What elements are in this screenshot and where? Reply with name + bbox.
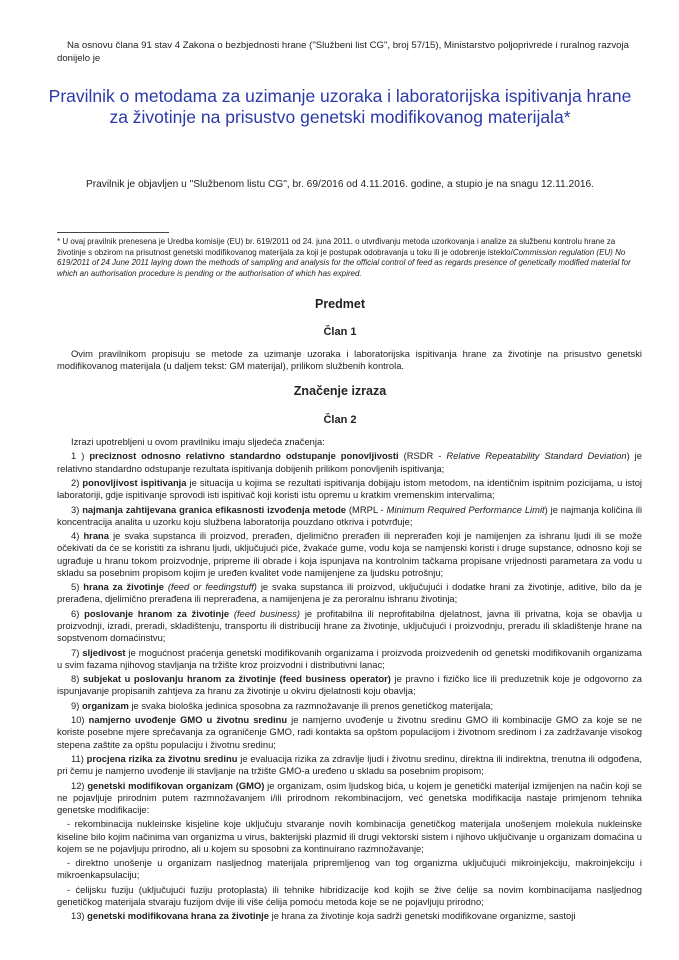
list-item: 4) hrana je svaka supstanca ili proizvod, prerađen, djelimično prerađen ili neprerađen koji je namijenjen za ishranu ljudi ili se može očekivati da će se koristiti za ishranu ljudi, uključujući piće, žvakaće gume, vodu koja se namjenski koristi i druge supstance, odnosno koji se ugrađuje u hranu tokom proizvodnje, pripreme ili obrade i koja ispunjava na kontrolnim tačkama propisane vrijednosti parametara za vodu u skladu sa posebnim propisom kojim je uređen kvalitet vode namijenjene za ljudsku potrošnju; bbox=[57, 530, 643, 578]
list-item: 13) genetski modifikovana hrana za životinje je hrana za životinje koja sadrži genetski modifikovane organizme, sastoji bbox=[71, 910, 576, 922]
list-item: 5) hrana za životinje (feed or feedingstuff) je svaka supstanca ili proizvod, uključujući i dodatke hrani za životinje, aditive, bilo da je prerađena, djelimično prerađena ili neprerađena, a namijenjena je za peroralnu ishranu životinja; bbox=[57, 581, 642, 605]
list-item: 9) organizam je svaka biološka jedinica sposobna za razmnožavanje ili prenos genetičkog materijala; bbox=[71, 699, 494, 711]
article-2-heading: Član 2 bbox=[323, 414, 357, 426]
list-item: - rekombinacija nukleinske kisjeline koje uključuju stvaranje novih kombinacija genetičkog materijala unošenjem molekula nukleinske kiseline bilo kojim načinima van organizma u virus, bakterijski plazmid ili drugi vektorski sistem i njihovo uključivanje u organizam domaćina u kojem se ne pojavljuju prirodno, ali u kojem su sposobni za kontinuirano razmnožavanje; bbox=[57, 818, 642, 854]
list-item: 3) najmanja zahtijevana granica efikasnosti izvođenja metode (MRPL - Minimum Required Performance Limit) je najmanja količina ili koncentracija analita u uzorku koju službena laboratorija pouzdano otkriva i potvrđuje; bbox=[57, 503, 643, 527]
footnote-text: * U ovaj pravilnik prenesena je Uredba komisije (EU) br. 619/2011 od 24. juna 2011. o utvrđivanju metoda uzorkovanja i analize za službenu kontrolu hrane za životinje s obzirom na prisutnost genetski modifikovanog materijala za koji je postupak odobravanja u toku ili je odobrenje isteklo/ bbox=[57, 237, 616, 257]
footnote-divider bbox=[57, 232, 169, 233]
list-item: 1 ) preciznost odnosno relativno standardno odstupanje ponovljivosti (RSDR - Relative Repeatability Standard Deviation) je relativno standardno odstupanje rezultata ispitivanja dobijenih prilikom ponovljenih ispitivanja; bbox=[57, 450, 642, 474]
list-item: 10) namjerno uvođenje GMO u životnu sredinu je namjerno uvođenje u životnu sredinu GMO ili kombinacije GMO za koje se ne koriste posebne mjere sprečavanja za ograničenje GMO, radi kontakta sa opštom populacijom i životnom sredinom i za zadržavanje visokog stepena zaštite za opštu populaciju i životnu sredinu; bbox=[57, 714, 642, 750]
list-item: 11) procjena rizika za životnu sredinu je evaluacija rizika za zdravlje ljudi i životnu sredinu, direktna ili indirektna, trenutna ili odgođena, pri čemu je namjerno uvođenje ili stavljanje na tržište GMO-a uređeno u skladu sa posebnim propisom; bbox=[57, 752, 642, 777]
article-1-text: Ovim pravilnikom propisuju se metode za uzimanje uzoraka i laboratorijska ispitivanja hrane za životinje na prisustvo genetski modifikovanog materijala (u daljem tekst: GM materijal), prilikom službenih kontrola. bbox=[57, 348, 642, 372]
list-item: 6) poslovanje hranom za životinje (feed business) je profitabilna ili neprofitabilna djelatnost, javna ili privatna, koja se obavlja u proizvodnji, izradi, preradi, skladištenju, transportu ili distribuciji hrane za životinje, uključujući i proizvodnju, preradu ili skladištenje hrane na sopstvenom domaćinstvu; bbox=[57, 607, 643, 644]
section-heading-znacenje-izraza: Značenje izraza bbox=[293, 384, 387, 398]
list-item: - direktno unošenje u organizam nasljednog materijala pripremljenog van tog organizma uključujući mikroinjekciju, makroinjekciju i mikroenkapsulaciju; bbox=[57, 857, 642, 881]
list-item: 12) genetski modifikovan organizam (GMO) je organizam, osim ljudskog bića, u kojem je genetički materijal izmijenjen na način koji se ne pojavljuje prirodnim putem razmnožavanjem i/ili prirodnom rekombinacijom, već genetska modifikacija nastaje primjenom tehnika genetske modifikacije: bbox=[57, 779, 642, 815]
definitions-lead: Izrazi upotrebljeni u ovom pravilniku imaju sljedeća značenja: bbox=[71, 436, 325, 447]
footnote bbox=[57, 237, 642, 279]
publication-note: Pravilnik je objavljen u "Službenom listu CG", br. 69/2016 od 4.11.2016. godine, a stupio je na snagu 12.11.2016. bbox=[85, 179, 595, 190]
preamble-text: Na osnovu člana 91 stav 4 Zakona o bezbjednosti hrane ("Službeni list CG", broj 57/15), Ministarstvo poljoprivrede i ruralnog razvoja donijelo je bbox=[57, 40, 629, 64]
list-item: 2) ponovljivost ispitivanja je situacija u kojima se rezultati ispitivanja dobijaju istom metodom, na identičnim ispitnim pozicijama, u istoj laboratoriji, gdje ispitivanje sprovodi isti ispitivač koji koristi istu opremu u kratkim vremenskim intervalima; bbox=[57, 476, 643, 501]
section-heading-predmet: Predmet bbox=[314, 297, 366, 311]
list-item: 8) subjekat u poslovanju hranom za životinje (feed business operator) je pravno i fizičko lice ili preduzetnik koje je odgovorno za ispunjavanje propisanih zahtjeva za hranu za životinje u okviru djelatnosti koju obavlja; bbox=[57, 673, 642, 697]
document-title: Pravilnik o metodama za uzimanje uzoraka i laboratorijska ispitivanja hrane za životinje na prisustvo genetski modifikovanog materijala* bbox=[48, 86, 632, 127]
footnote-english-title: Commission regulation (EU) No 619/2011 of 24 June 2011 laying down the methods of sampling and analysis for the official control of feed as regards presence of genetically modified material for which an authorisation procedure is pending or the authorisation of which has expired. bbox=[57, 247, 631, 278]
article-1-heading: Član 1 bbox=[323, 326, 357, 338]
list-item: - ćelijsku fuziju (uključujući fuziju protoplasta) ili tehnike hibridizacije kod kojih se žive ćelije sa novim kombinacijama nasljednog genetičkog materijala stvaraju fuzijom dvije ili više ćelija pomoću metoda koje se ne pojavljuju prirodno; bbox=[57, 883, 642, 907]
list-item: 7) sljedivost je mogućnost praćenja genetski modifikovanih organizama i proizvoda proizvedenih od genetski modifikovanih organizama u svim fazama njihovog stavljanja na tržište kroz proizvodni i distributivni lanac; bbox=[57, 646, 642, 670]
definitions-list bbox=[57, 436, 642, 925]
